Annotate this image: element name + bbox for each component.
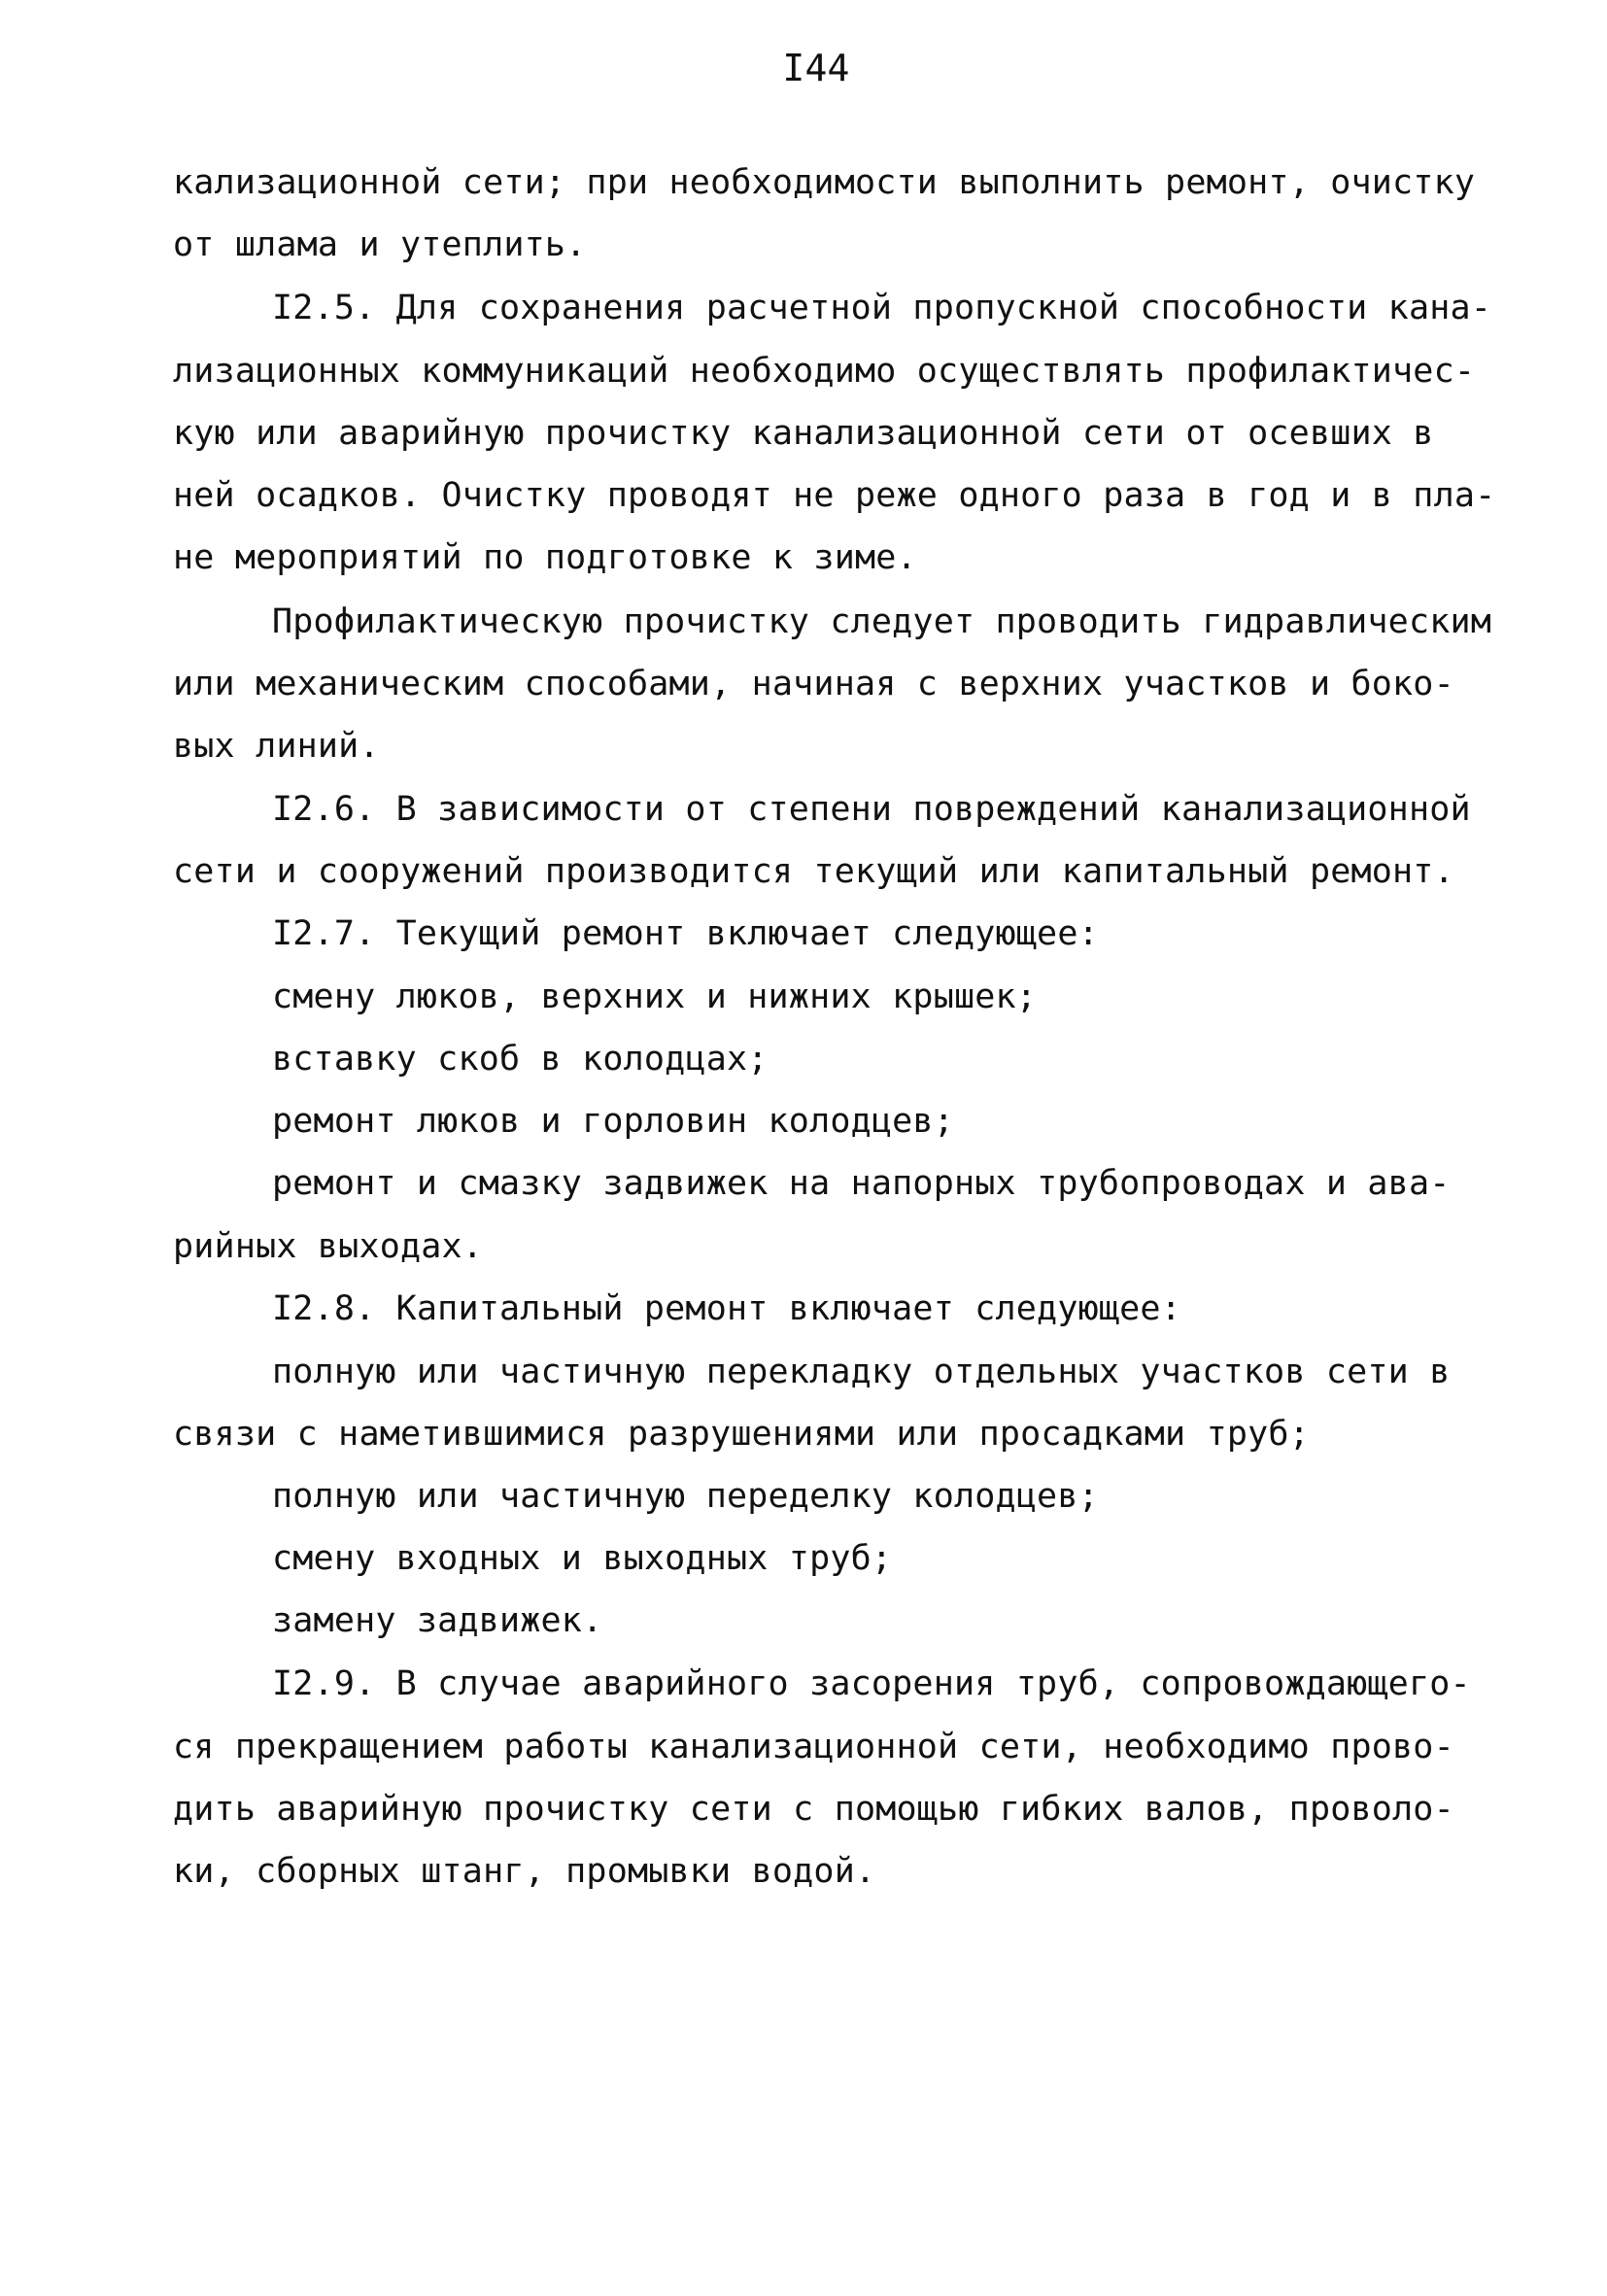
text-line: замену задвижек. bbox=[272, 1601, 603, 1640]
text-line: кую или аварийную прочистку канализационной сети от осевших в bbox=[173, 414, 1434, 453]
text-line: вых линий. bbox=[173, 727, 380, 766]
text-line: дить аварийную прочистку сети с помощью гибких валов, проволо- bbox=[173, 1790, 1454, 1829]
text-line: ремонт и смазку задвижек на напорных трубопроводах и ава- bbox=[272, 1164, 1451, 1203]
text-line: смену люков, верхних и нижних крышек; bbox=[272, 977, 1038, 1016]
text-line: I2.7. Текущий ремонт включает следующее: bbox=[272, 914, 1099, 953]
text-line: от шлама и утеплить. bbox=[173, 225, 587, 264]
text-line: I2.8. Капитальный ремонт включает следующее: bbox=[272, 1289, 1181, 1328]
text-line: лизационных коммуникаций необходимо осуществлять профилактичес- bbox=[173, 352, 1476, 391]
text-line: связи с наметившимися разрушениями или просадками труб; bbox=[173, 1415, 1310, 1454]
text-line: I2.6. В зависимости от степени повреждений канализационной bbox=[272, 790, 1471, 829]
text-line: ремонт люков и горловин колодцев; bbox=[272, 1102, 954, 1141]
text-line: ки, сборных штанг, промывки водой. bbox=[173, 1852, 876, 1891]
text-line: или механическим способами, начиная с верхних участков и боко- bbox=[173, 665, 1454, 703]
text-line: Профилактическую прочистку следует проводить гидравлическим bbox=[272, 602, 1492, 641]
text-line: полную или частичную перекладку отдельных участков сети в bbox=[272, 1353, 1451, 1391]
text-line: рийных выходах. bbox=[173, 1227, 484, 1266]
text-line: смену входных и выходных труб; bbox=[272, 1539, 893, 1578]
page-number: I44 bbox=[782, 47, 850, 89]
text-line: I2.9. В случае аварийного засорения труб, сопровождающего- bbox=[272, 1664, 1471, 1703]
text-line: I2.5. Для сохранения расчетной пропускной способности кана- bbox=[272, 289, 1492, 327]
text-line: не мероприятий по подготовке к зиме. bbox=[173, 538, 917, 577]
text-line: вставку скоб в колодцах; bbox=[272, 1040, 769, 1079]
text-line: ся прекращением работы канализационной сети, необходимо прово- bbox=[173, 1728, 1454, 1766]
text-line: полную или частичную переделку колодцев; bbox=[272, 1477, 1099, 1516]
text-line: ней осадков. Очистку проводят не реже одного раза в год и в пла- bbox=[173, 476, 1496, 515]
text-line: сети и сооружений производится текущий или капитальный ремонт. bbox=[173, 852, 1454, 891]
text-line: кализационной сети; при необходимости выполнить ремонт, очистку bbox=[173, 163, 1476, 202]
